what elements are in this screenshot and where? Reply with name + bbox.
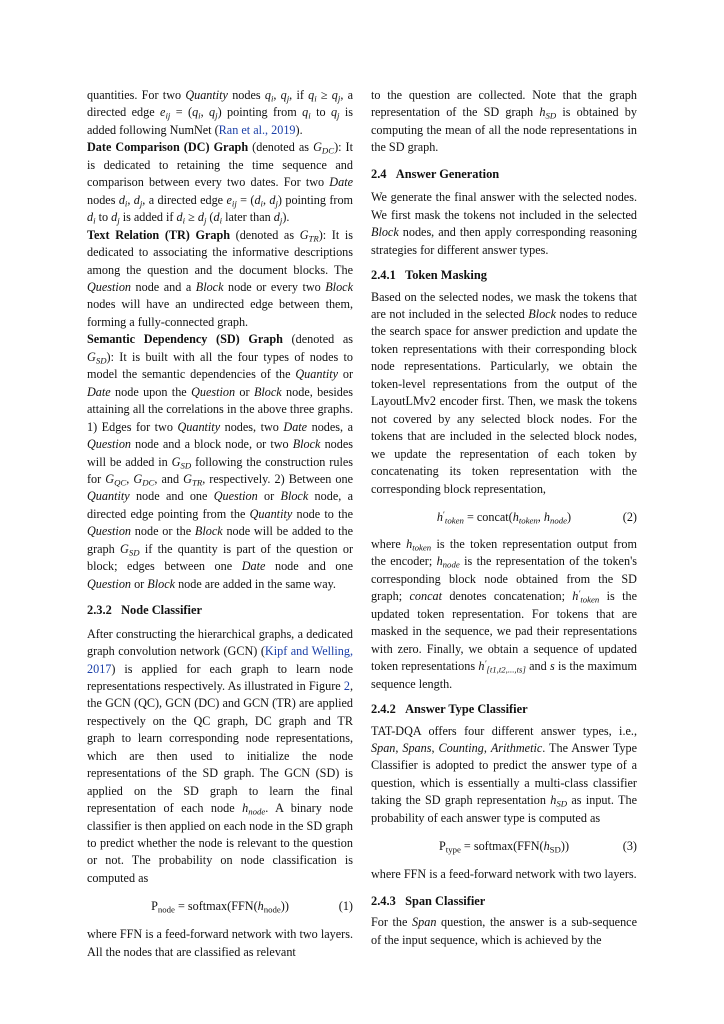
- equation-3: $P_{type}$ = $softmax(FFN(h_{SD}))$ (3): [438, 839, 637, 855]
- tr-graph-heading: Text Relation (TR) Graph: [87, 227, 231, 242]
- equation-number: (1): [338, 899, 353, 914]
- right-para-answer-type: TAT-DQA offers four different answer types, i.e., Span, Spans, Counting, Arithmetic. The Answer Type Classifier is adopted to predict the answer type of a question, which is essentially a multi-class classifier taking the SD graph representation $h_{SD}$ as input. The probability of each answer type is computed as: [371, 723, 638, 825]
- equation-1: $P_{node}$ = $softmax(FFN(h_{node}))$ (1): [151, 899, 353, 916]
- right-para-after-eq2: where $h_{token}$ is the token representation output from the encoder; $h_{node}$ is the representation of the token's corresponding block node obtained from the SD graph; concat denotes concatenation; $h'_{token}$ is the updated token representation. For tokens that are masked in the sequence, we pad their representations with zero. Finally, we obtain a sequence of updated token representations $h'_{[t1,t2,...,ts]}$ and s is the maximum sequence length.: [371, 536, 638, 691]
- section-2-4-1-heading: 2.4.1 Token Masking: [371, 268, 487, 283]
- left-column: [87, 87, 353, 961]
- left-para-node-classifier: After constructing the hierarchical graphs, a dedicated graph convolution network (GCN) (Kipf and Welling, 2017) is applied for each graph to learn node representations respectively. As illustrated in Figure 2, the GCN (QC), GCN (DC) and GCN (TR) are applied respectively on the QC graph, DC graph and TR graph to learn corresponding node representations, which are then used to initialize the node representations of the SD graph. The GCN (SD) is applied on the SD graph to learn the final representation of each node $h_{node}$. A binary node classifier is then applied on each node in the SD graph to predict whether the node is relevant to the question or not. The probability on node classification is computed as: [87, 626, 354, 885]
- section-2-4-2-heading: 2.4.2 Answer Type Classifier: [371, 702, 528, 717]
- left-para-after-eq1: where FFN is a feed-forward network with two layers. All the nodes that are classified as relevant: [87, 927, 353, 959]
- citation-link[interactable]: Ran et al., 2019: [218, 122, 296, 137]
- right-para-graph-rep: to the question are collected. Note that the graph representation of the SD graph $h_{SD}$ is obtained by computing the mean of all the node representations in the SD graph.: [371, 88, 637, 155]
- right-para-after-eq3: where FFN is a feed-forward network with two layers.: [371, 867, 637, 882]
- equation-number: (2): [622, 509, 637, 524]
- section-2-3-2-heading: 2.3.2 Node Classifier: [87, 603, 202, 618]
- sd-graph-heading: Semantic Dependency (SD) Graph: [87, 332, 283, 347]
- left-para-dc: Date Comparison (DC) Graph (denoted as $G_{DC}$): It is dedicated to retaining the time sequence and comparison between every two dates. For two Date nodes $d_i$, $d_j$, a directed edge $e_{ij} = (d_i$, $d_j$) pointing from $d_i$ to $d_j$ is added if $d_i \ge d_j$ ($d_i$ later than $d_j$).: [87, 140, 354, 226]
- right-column: [371, 87, 637, 949]
- section-2-4-3-heading: 2.4.3 Span Classifier: [371, 893, 486, 908]
- right-para-answer-gen: We generate the final answer with the selected nodes. We first mask the tokens not included in the selected Block nodes, and then apply corresponding reasoning strategies for different answer types.: [371, 190, 637, 257]
- left-para-quantity: quantities. For two Quantity nodes $q_i$, $q_j$, if $q_i \ge q_j$, a directed edge $e_{ij} = (q_i$, $q_j$) pointing from $q_i$ to $q_j$ is added following NumNet (Ran et al., 2019).: [87, 88, 353, 137]
- left-para-sd: Semantic Dependency (SD) Graph (denoted as $G_{SD}$): It is built with all the four types of nodes to model the semantic dependencies of the Quantity or Date node upon the Question or Block node, besides attaining all the correlations in the above three graphs. 1) Edges for two Quantity nodes, two Date nodes, a Question node and a block node, or two Block nodes will be added in $G_{SD}$ following the construction rules for $G_{QC}$, $G_{DC}$, and $G_{TR}$, respectively. 2) Between one Quantity node and one Question or Block node, a directed edge pointing from the Quantity node to the Question node or the Block node will be added to the graph $G_{SD}$ if the quantity is part of the question or block; edges between one Date node and one Question or Block node are added in the same way.: [87, 332, 354, 591]
- dc-graph-heading: Date Comparison (DC) Graph: [87, 140, 249, 155]
- equation-2: $h'_{token}$ = $concat(h_{token}$, $h_{node}$) (2): [436, 509, 637, 526]
- right-para-token-masking: Based on the selected nodes, we mask the tokens that are not included in the selected Block nodes to reduce the search space for answer prediction and update the token representations with their corresponding block node representations. Particularly, we obtain the token-level representations from the output of the LayoutLMv2 encoder first. Then, we mask the tokens not covered by any selected block nodes. For the tokens that are included in the selected block nodes, we update the representation of each token by concatenating its token representation with the corresponding block representation,: [371, 289, 637, 496]
- citation-link[interactable]: Kipf and Welling, 2017: [87, 644, 353, 676]
- left-para-tr: Text Relation (TR) Graph (denoted as $G_{TR}$): It is dedicated to associating the informative descriptions among the question and the document blocks. The Question node and a Block node or every two Block nodes will have an undirected edge between them, forming a fully-connected graph.: [87, 227, 353, 329]
- equation-number: (3): [622, 839, 637, 854]
- right-para-span-classifier: For the Span question, the answer is a sub-sequence of the input sequence, which is achieved by the: [371, 915, 637, 947]
- section-2-4-heading: 2.4 Answer Generation: [371, 166, 500, 181]
- figure-link[interactable]: 2: [343, 678, 350, 693]
